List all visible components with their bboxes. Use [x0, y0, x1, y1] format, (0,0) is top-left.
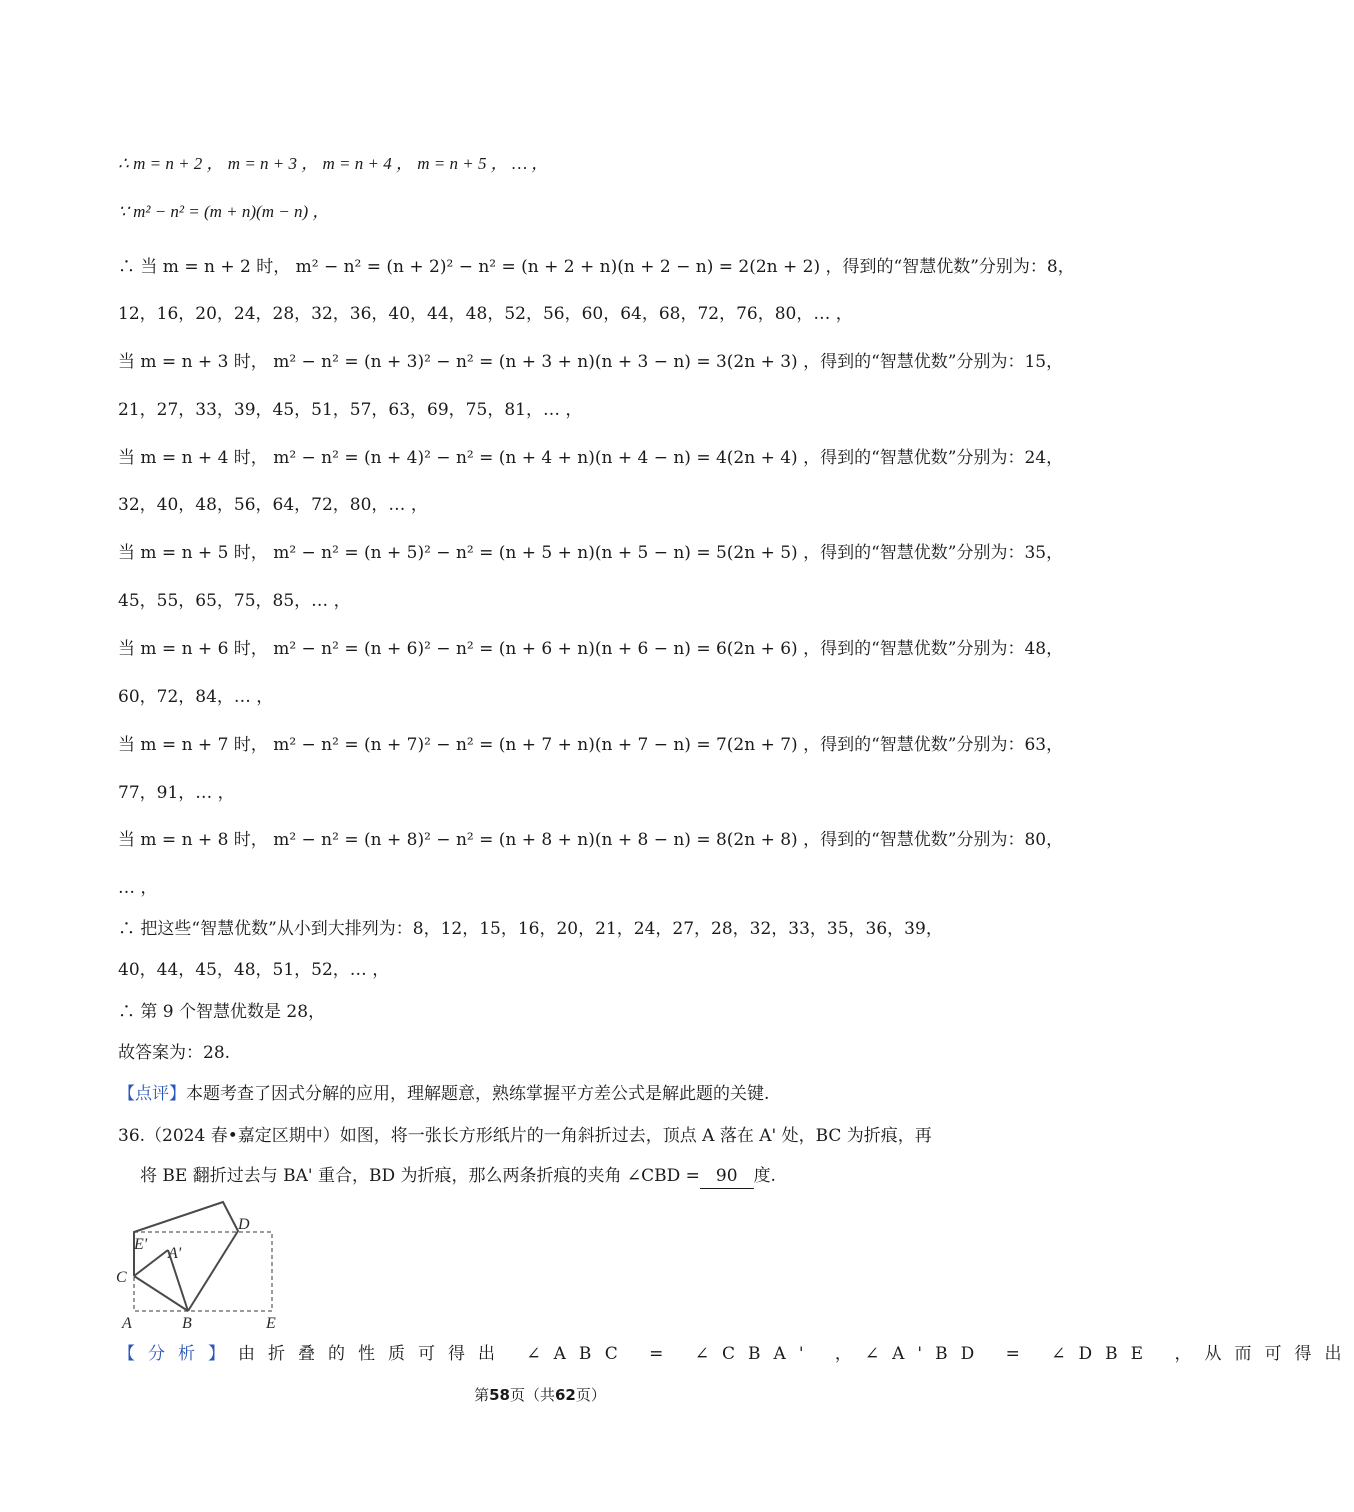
analysis-paragraph [118, 1342, 1354, 1366]
crease-bc [134, 1276, 188, 1311]
solution-line-17: ∴ 把这些“智慧优数”从小到大排列为：8，12，15，16，20，21，24，27，28，32，33，35，36，39， [118, 919, 943, 939]
footer-middle: 页（共 [509, 1386, 555, 1404]
label-e-prime: E' [134, 1236, 148, 1253]
solution-line-20: 故答案为：28. [118, 1043, 231, 1063]
solution-line-13: 当 m = n + 7 时， m² − n² = (n + 7)² − n² = (n + 7 + n)(n + 7 − n) = 7(2n + 7) ，得到的“智慧优数”分别为：63， [118, 735, 1064, 755]
answer-blank: 90 [700, 1164, 754, 1189]
edge-ca-prime [134, 1250, 168, 1276]
solution-line-5: 当 m = n + 3 时， m² − n² = (n + 3)² − n² = (n + 3 + n)(n + 3 − n) = 3(2n + 3) ，得到的“智慧优数”分别为：15， [118, 352, 1064, 372]
solution-line-19: ∴ 第 9 个智慧优数是 28， [118, 1002, 326, 1022]
question-number: 36. [118, 1126, 146, 1146]
question-line-2 [140, 1164, 776, 1189]
footer-suffix: 页） [575, 1386, 606, 1404]
footer-prefix: 第 [474, 1386, 490, 1404]
page-footer [0, 1384, 1080, 1405]
solution-line-15: 当 m = n + 8 时， m² − n² = (n + 8)² − n² = (n + 8 + n)(n + 8 − n) = 8(2n + 8) ，得到的“智慧优数”分别为：80， [118, 830, 1064, 850]
solution-line-9: 当 m = n + 5 时， m² − n² = (n + 5)² − n² = (n + 5 + n)(n + 5 − n) = 5(2n + 5) ，得到的“智慧优数”分别为：35， [118, 543, 1064, 563]
solution-line-16: … ， [118, 878, 158, 898]
question-source: （2024 春•嘉定区期中） [145, 1126, 340, 1146]
solution-line-10: 45，55，65，75，85，… ， [118, 591, 351, 611]
comment-text: 本题考查了因式分解的应用，理解题意，熟练掌握平方差公式是解此题的关键. [186, 1084, 770, 1104]
solution-line-12: 60，72，84，… ， [118, 687, 274, 707]
solution-line-4: 12，16，20，24，28，32，36，40，44，48，52，56，60，64，68，72，76，80，… ， [118, 304, 853, 324]
label-e: E [266, 1315, 276, 1332]
question-text-2: 将 BE 翻折过去与 BA' 重合，BD 为折痕，那么两条折痕的夹角 ∠CBD = [140, 1166, 700, 1186]
label-a: A [122, 1315, 132, 1332]
question-unit: 度. [753, 1166, 776, 1186]
solution-line-7: 当 m = n + 4 时， m² − n² = (n + 4)² − n² = (n + 4 + n)(n + 4 − n) = 4(2n + 4) ，得到的“智慧优数”分别为：24， [118, 448, 1064, 468]
comment-paragraph [118, 1082, 769, 1106]
question-text-1: 如图，将一张长方形纸片的一角斜折过去，顶点 A 落在 A' 处，BC 为折痕，再 [339, 1126, 932, 1146]
label-a-prime: A' [168, 1245, 182, 1262]
paper-rectangle [134, 1232, 272, 1311]
analysis-text: 由折叠的性质可得出 ∠ABC = ∠CBA' ，∠A'BD = ∠DBE ，从而可得出 [238, 1344, 1354, 1364]
solution-line-2: ∵ m² − n² = (m + n)(m − n) ， [118, 202, 330, 221]
solution-line-3: ∴ 当 m = n + 2 时， m² − n² = (n + 2)² − n² = (n + 2 + n)(n + 2 − n) = 2(2n + 2) ，得到的“智慧优数”分别为：8， [118, 257, 1075, 277]
fold-figure [110, 1196, 310, 1336]
solution-line-11: 当 m = n + 6 时， m² − n² = (n + 6)² − n² = (n + 6 + n)(n + 6 − n) = 6(2n + 6) ，得到的“智慧优数”分别为：48， [118, 639, 1064, 659]
solution-line-8: 32，40，48，56，64，72，80，… ， [118, 495, 428, 515]
footer-page-number: 58 [489, 1386, 510, 1404]
comment-label: 【点评】 [118, 1084, 186, 1104]
solution-line-18: 40，44，45，48，51，52，… ， [118, 960, 390, 980]
fold-outline [134, 1202, 238, 1311]
solution-line-6: 21，27，33，39，45，51，57，63，69，75，81，… ， [118, 400, 583, 420]
footer-total-pages: 62 [555, 1386, 576, 1404]
label-c: C [116, 1269, 127, 1286]
question-line-1 [118, 1124, 932, 1148]
label-b: B [182, 1315, 192, 1332]
analysis-label: 【分析】 [118, 1344, 238, 1364]
solution-line-14: 77，91，… ， [118, 783, 235, 803]
label-d: D [238, 1216, 250, 1233]
solution-line-1: ∴ m = n + 2 ， m = n + 3 ， m = n + 4 ， m = n + 5 ， … ， [118, 154, 549, 173]
